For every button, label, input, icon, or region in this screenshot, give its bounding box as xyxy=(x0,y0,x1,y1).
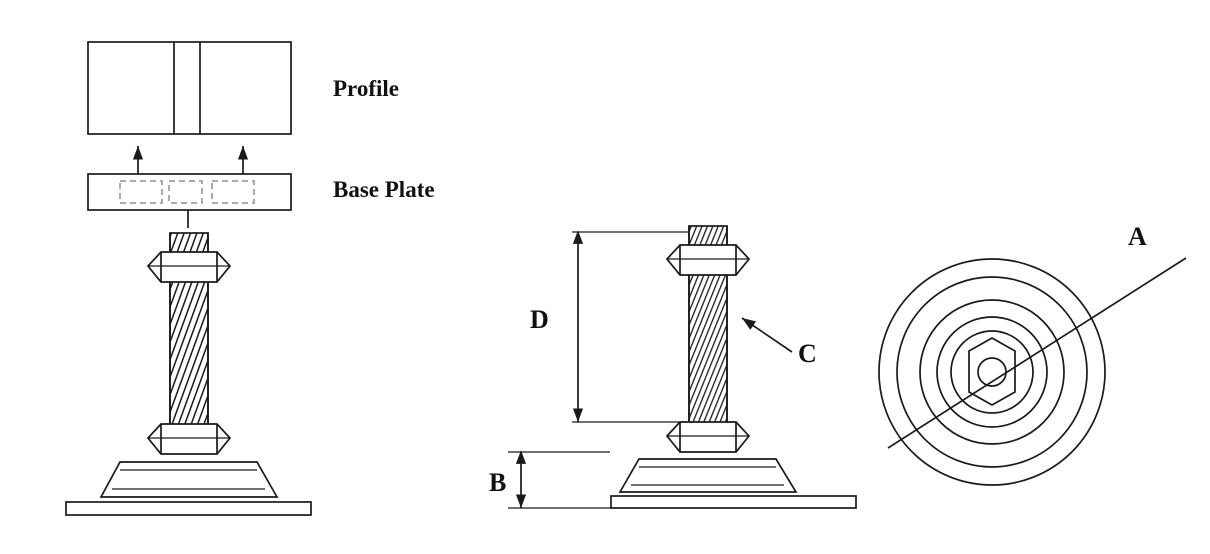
levelling-foot-left xyxy=(66,233,311,515)
label-dimension-b: B xyxy=(489,468,507,497)
base-plate-block xyxy=(88,174,291,210)
profile-block xyxy=(88,42,291,134)
label-profile: Profile xyxy=(333,76,399,101)
levelling-foot-middle xyxy=(611,226,856,508)
label-dimension-a: A xyxy=(1128,222,1147,251)
upper-hex-nut xyxy=(148,252,230,282)
label-dimension-c: C xyxy=(798,339,817,368)
foot-base-middle xyxy=(611,459,856,508)
exploded-assembly-view xyxy=(66,42,311,515)
label-base-plate: Base Plate xyxy=(333,177,435,202)
label-dimension-d: D xyxy=(530,305,549,334)
upper-hex-nut-middle xyxy=(667,245,749,275)
lower-hex-nut-middle xyxy=(667,422,749,452)
foot-base xyxy=(66,462,311,515)
dimension-b xyxy=(508,452,612,508)
top-plan-view xyxy=(879,258,1186,485)
leader-c xyxy=(742,318,792,352)
lower-hex-nut xyxy=(148,424,230,454)
